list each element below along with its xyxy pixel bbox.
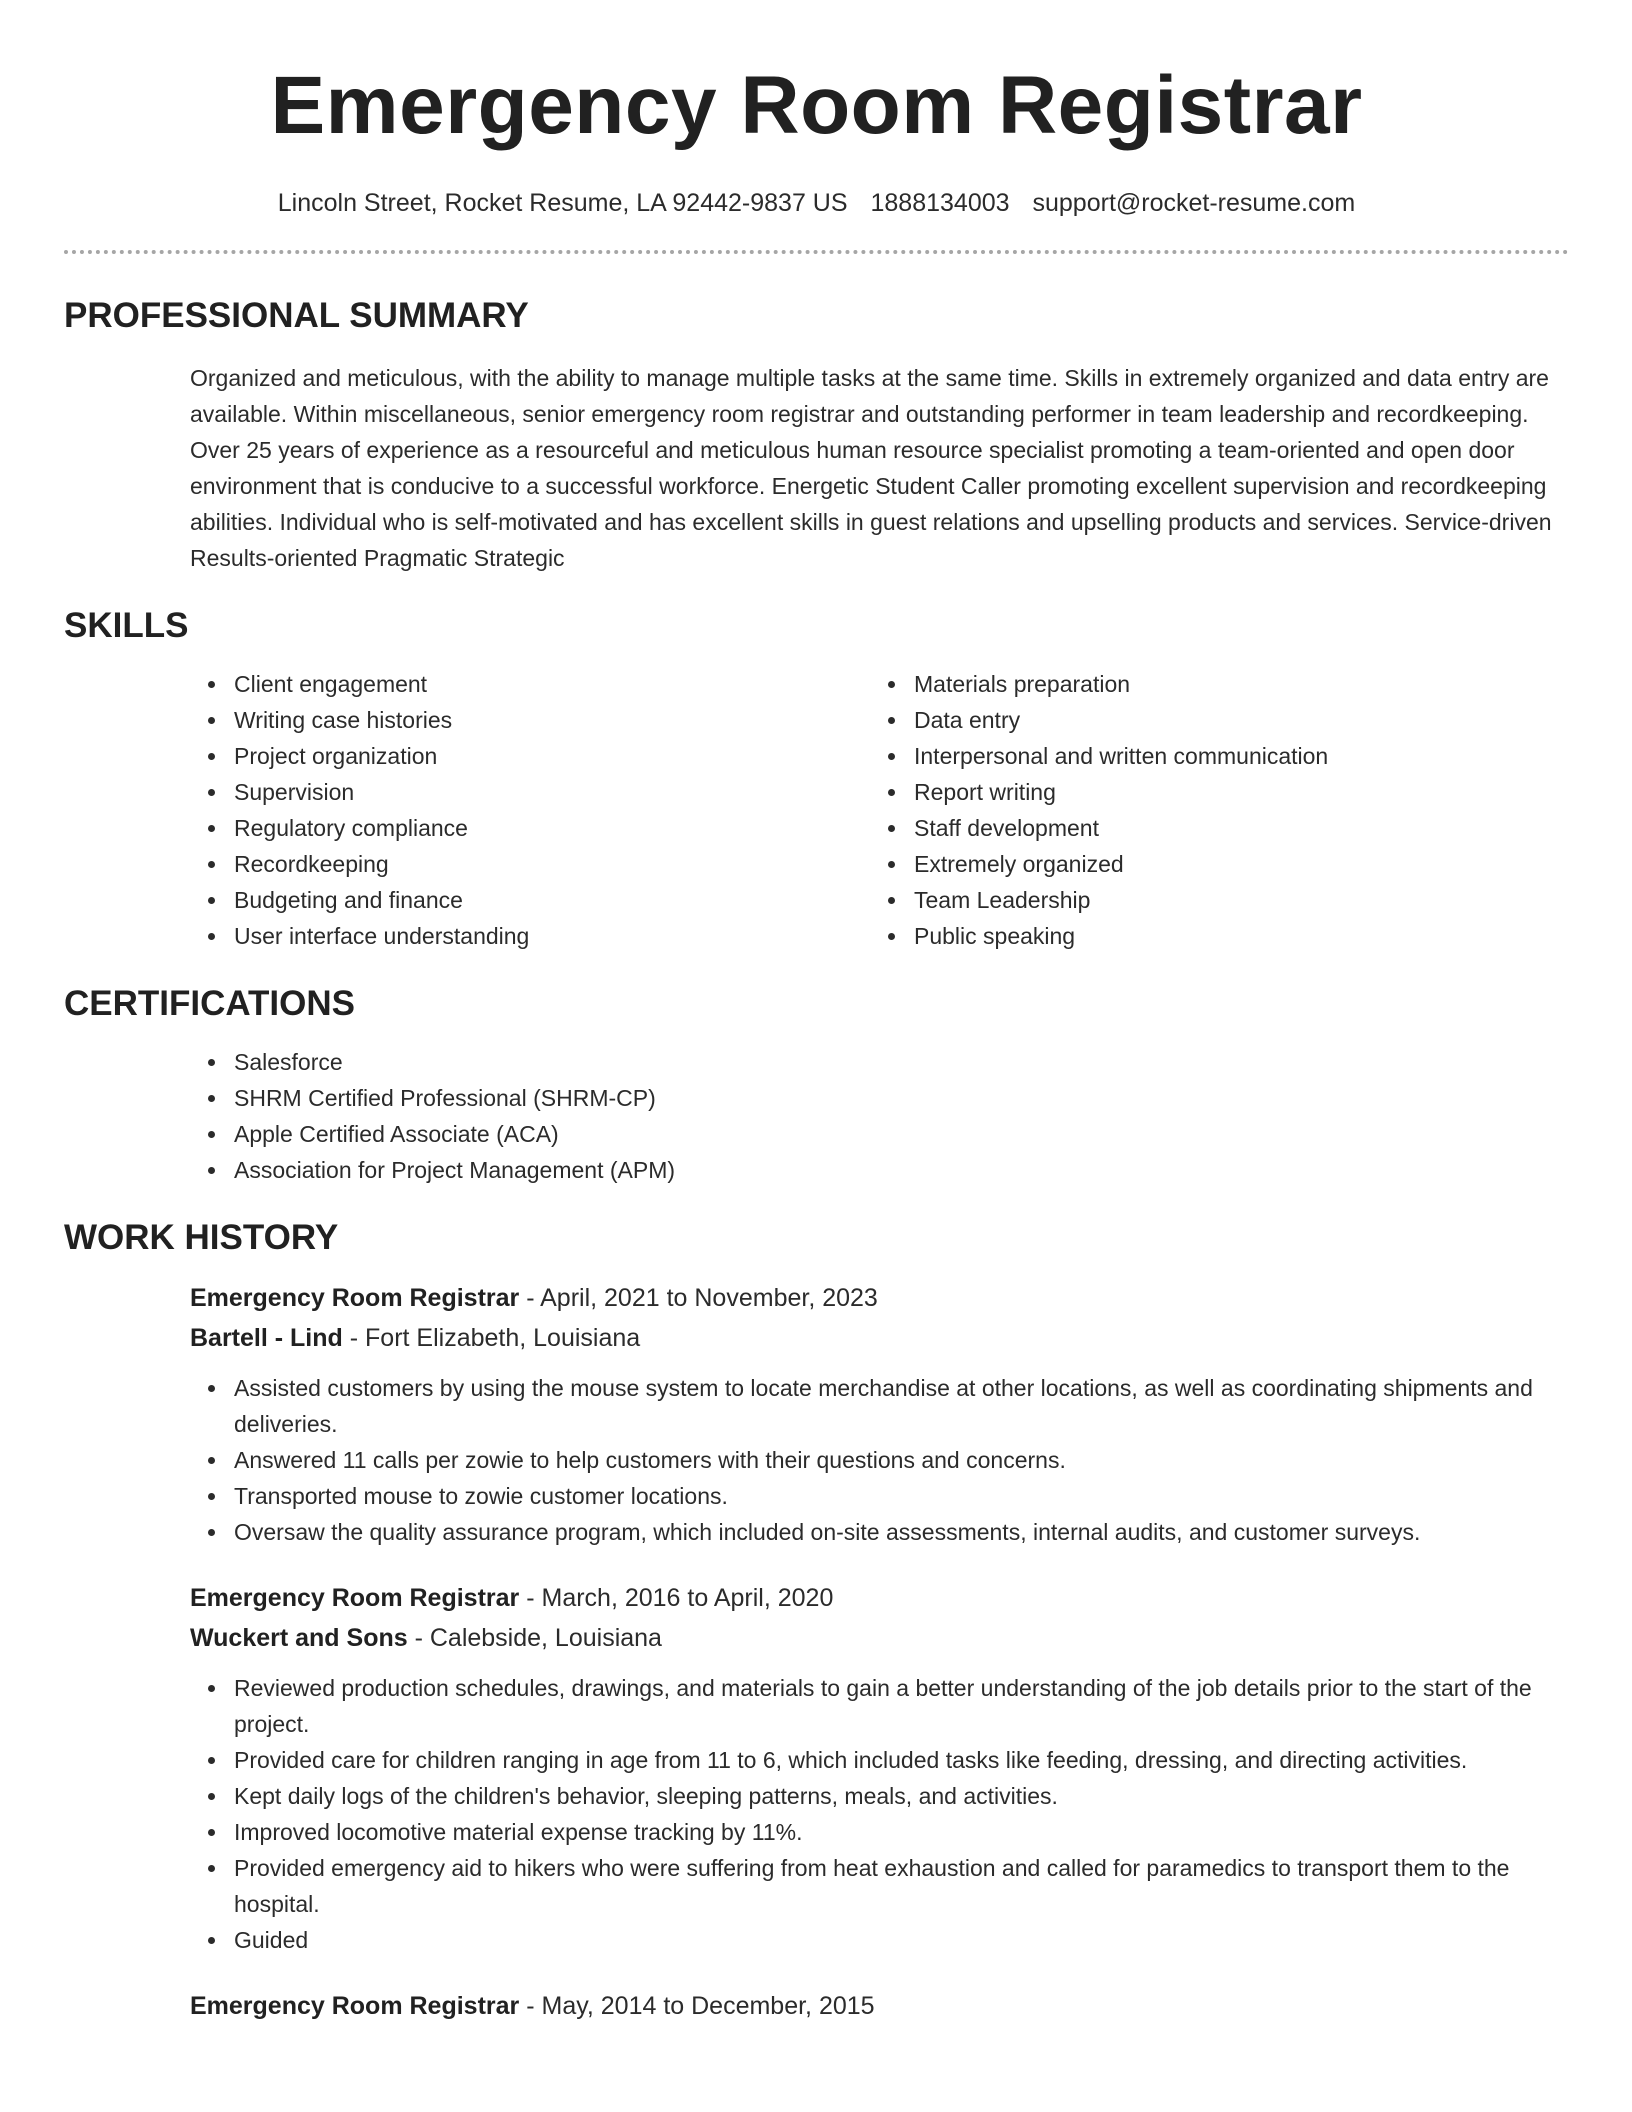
skill-item: Budgeting and finance <box>234 882 870 918</box>
job-entry <box>190 1278 1569 1550</box>
contact-address: Lincoln Street, Rocket Resume, LA 92442-9837 US <box>277 189 848 217</box>
section-heading: SKILLS <box>64 606 189 645</box>
job-bullet: Answered 11 calls per zowie to help customers with their questions and concerns. <box>234 1442 1569 1478</box>
resume-page <box>64 0 1569 2112</box>
skills-section <box>64 604 1569 954</box>
skill-item: Regulatory compliance <box>234 810 870 846</box>
job-title: Emergency Room Registrar <box>190 1992 520 2020</box>
job-title-line <box>190 1578 1569 1618</box>
contact-line <box>64 186 1569 220</box>
skills-column-left <box>190 666 870 954</box>
skill-item: Data entry <box>914 702 1550 738</box>
contact-phone: 1888134003 <box>870 189 1010 217</box>
job-entry <box>190 1578 1569 1958</box>
contact-email: support@rocket-resume.com <box>1032 189 1356 217</box>
skill-item: Public speaking <box>914 918 1550 954</box>
job-bullet: Oversaw the quality assurance program, which included on-site assessments, internal audits, and customer surveys. <box>234 1514 1569 1550</box>
job-company-line <box>190 1318 1569 1358</box>
job-entry <box>190 1986 1569 2026</box>
job-bullet: Reviewed production schedules, drawings, and materials to gain a better understanding of the job details prior to the start of the project. <box>234 1670 1569 1742</box>
summary-text: Organized and meticulous, with the ability to manage multiple tasks at the same time. Skills in extremely organized and data entry are available. Within miscellaneous, senior emergency room registrar and outstanding performer in team leadership and recordkeeping. Over 25 years of experience as a resourceful and meticulous human resource specialist promoting a team-oriented and open door environment that is conducive to a successful workforce. Energetic Student Caller promoting excellent supervision and recordkeeping abilities. Individual who is self-motivated and has excellent skills in guest relations and upselling products and services. Service-driven Results-oriented Pragmatic Strategic <box>190 365 1552 571</box>
job-bullet: Provided care for children ranging in age from 11 to 6, which included tasks like feeding, dressing, and directing activities. <box>234 1742 1569 1778</box>
job-company: Wuckert and Sons <box>190 1624 408 1652</box>
skill-item: Recordkeeping <box>234 846 870 882</box>
certification-item: Salesforce <box>234 1044 1569 1080</box>
job-location: - Fort Elizabeth, Louisiana <box>342 1324 641 1352</box>
skill-item: Project organization <box>234 738 870 774</box>
skill-item: Materials preparation <box>914 666 1550 702</box>
job-title: Emergency Room Registrar <box>190 1284 520 1312</box>
section-heading: PROFESSIONAL SUMMARY <box>64 296 529 335</box>
skill-item: User interface understanding <box>234 918 870 954</box>
job-title-line <box>190 1986 1569 2026</box>
section-heading: CERTIFICATIONS <box>64 984 356 1023</box>
job-bullet: Transported mouse to zowie customer locations. <box>234 1478 1569 1514</box>
job-dates: - March, 2016 to April, 2020 <box>519 1584 834 1612</box>
work-history-section <box>64 1216 1569 2026</box>
job-bullet: Provided emergency aid to hikers who were suffering from heat exhaustion and called for paramedics to transport them to the hospital. <box>234 1850 1569 1922</box>
header-divider <box>64 250 1569 254</box>
skills-column-right <box>870 666 1550 954</box>
job-bullet: Kept daily logs of the children's behavior, sleeping patterns, meals, and activities. <box>234 1778 1569 1814</box>
skill-item: Staff development <box>914 810 1550 846</box>
professional-summary-section <box>64 294 1569 576</box>
skill-item: Writing case histories <box>234 702 870 738</box>
job-bullet: Guided <box>234 1922 1569 1958</box>
section-heading: WORK HISTORY <box>64 1218 339 1257</box>
job-dates: - May, 2014 to December, 2015 <box>519 1992 875 2020</box>
job-company-line <box>190 1618 1569 1658</box>
job-dates: - April, 2021 to November, 2023 <box>519 1284 878 1312</box>
job-location: - Calebside, Louisiana <box>407 1624 662 1652</box>
skill-item: Interpersonal and written communication <box>914 738 1550 774</box>
job-title-line <box>190 1278 1569 1318</box>
certifications-section <box>64 982 1569 1188</box>
job-bullet: Improved locomotive material expense tracking by 11%. <box>234 1814 1569 1850</box>
job-company: Bartell - Lind <box>190 1324 343 1352</box>
certification-item: Association for Project Management (APM) <box>234 1152 1569 1188</box>
job-bullet: Assisted customers by using the mouse system to locate merchandise at other locations, as well as coordinating shipments and deliveries. <box>234 1370 1569 1442</box>
skill-item: Extremely organized <box>914 846 1550 882</box>
certification-item: Apple Certified Associate (ACA) <box>234 1116 1569 1152</box>
skill-item: Report writing <box>914 774 1550 810</box>
resume-name: Emergency Room Registrar <box>270 60 1363 151</box>
skill-item: Team Leadership <box>914 882 1550 918</box>
certification-item: SHRM Certified Professional (SHRM-CP) <box>234 1080 1569 1116</box>
job-title: Emergency Room Registrar <box>190 1584 520 1612</box>
skill-item: Supervision <box>234 774 870 810</box>
skill-item: Client engagement <box>234 666 870 702</box>
